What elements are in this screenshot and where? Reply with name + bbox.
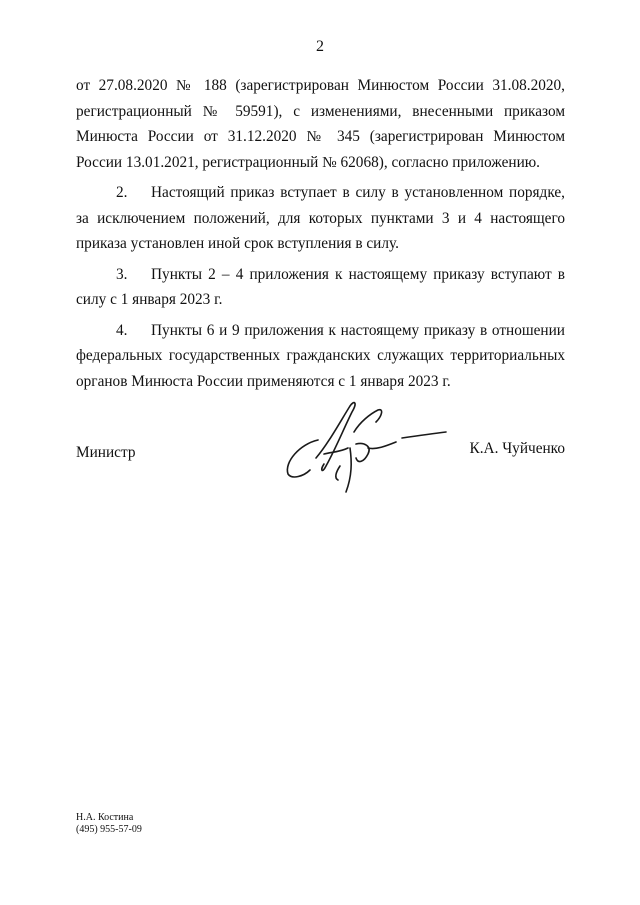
paragraph-number: 4. <box>116 321 128 339</box>
paragraph-text: Пункты 6 и 9 приложения к настоящему приказу в отношении федеральных государственных гражданских служащих территориальных органов Минюста России применяются с 1 января 2023 г. <box>76 321 565 390</box>
page-number: 2 <box>316 38 324 55</box>
paragraph-text: от 27.08.2020 № 188 (зарегистрирован Минюстом России 31.08.2020, регистрационный № 59591), с изменениями, внесенными приказом Минюста России от 31.12.2020 № 345 (зарегистрирован Минюстом России 13.01.2021, регистрационный № 62068), согласно приложению. <box>76 77 565 171</box>
paragraph-item-4 <box>76 318 565 395</box>
signatory-name: К.А. Чуйченко <box>469 440 565 457</box>
handwritten-signature <box>280 392 460 502</box>
document-body <box>76 73 565 399</box>
paragraph-number: 3. <box>116 265 128 283</box>
paragraph-item-3 <box>76 262 565 313</box>
signatory-title: Министр <box>76 444 136 461</box>
executor-footer <box>76 812 142 836</box>
paragraph-number: 2. <box>116 184 128 201</box>
paragraph-text: Пункты 2 – 4 приложения к настоящему приказу вступают в силу с 1 января 2023 г. <box>76 265 565 308</box>
paragraph-text: Настоящий приказ вступает в силу в установленном порядке, за исключением положений, для которых пунктами 3 и 4 настоящего приказа установлен иной срок вступления в силу. <box>76 184 565 252</box>
paragraph-continuation <box>76 73 565 175</box>
executor-phone: (495) 955-57-09 <box>76 824 142 835</box>
executor-name: Н.А. Костина <box>76 812 134 823</box>
paragraph-item-2 <box>76 180 565 257</box>
